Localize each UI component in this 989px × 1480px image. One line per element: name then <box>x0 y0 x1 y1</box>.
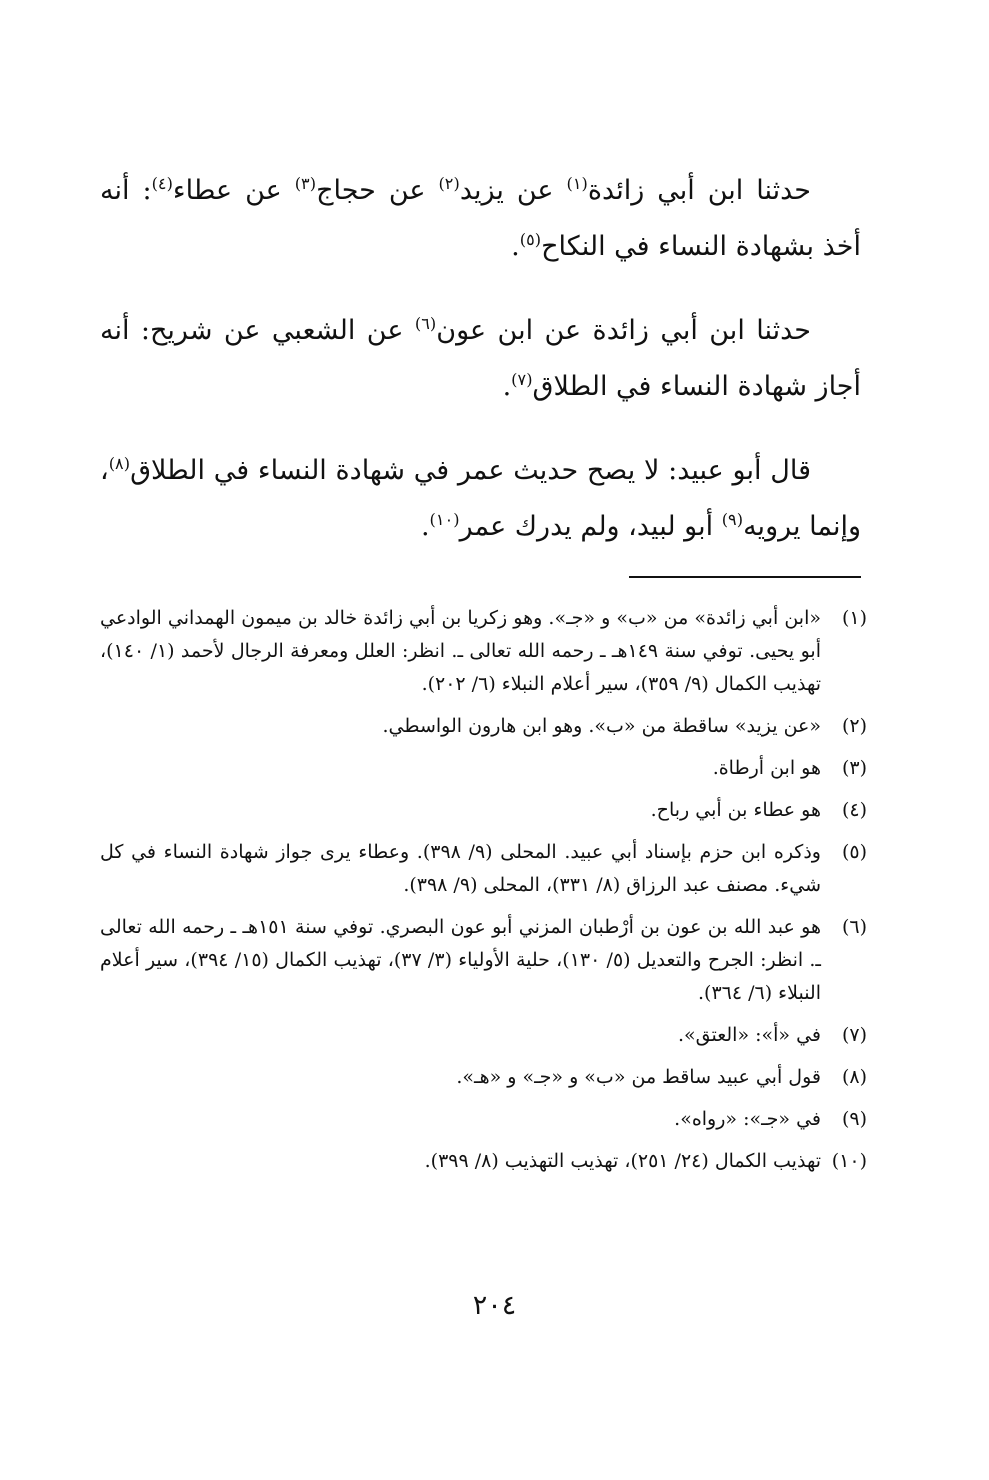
paragraph-1: حدثنا ابن أبي زائدة$^{(١)}$ عن يزيد$^{(٢)}$ عن حجاج$^{(٣)}$ عن عطاء$^{(٤)}$: أنه أخذ بشهادة النساء في النكاح$^{(٥)}$. <box>100 174 861 262</box>
footnote-text: هو عطاء بن أبي رباح. <box>650 799 821 821</box>
footnote <box>100 1145 867 1178</box>
footnote-text: في «جـ»: «رواه». <box>674 1108 821 1130</box>
footnote-number: (٩) <box>841 1108 867 1130</box>
footnote-text: هو عبد الله بن عون بن أرْطبان المزني أبو عون البصري. توفي سنة ١٥١هـ ـ رحمه الله تعالى ـ. انظر: الجرح والتعديل (٥/ ١٣٠)، حلية الأولياء (٣/ ٣٧)، تهذيب الكمال (١٥/ ٣٩٤)، سير أعلام النبلاء (٦/ ٣٦٤). <box>100 916 821 1004</box>
footnote <box>100 794 867 827</box>
page-number: ٢٠٤ <box>472 1290 517 1321</box>
footnote <box>100 752 867 785</box>
footnote <box>100 911 867 1010</box>
footnote-text: وذكره ابن حزم بإسناد أبي عبيد. المحلى (٩/ ٣٩٨). وعطاء يرى جواز شهادة النساء في كل شيء. مصنف عبد الرزاق (٨/ ٣٣١)، المحلى (٩/ ٣٩٨). <box>100 841 821 896</box>
footnote-number: (١) <box>841 607 867 629</box>
footnote-separator <box>629 576 861 578</box>
footnote <box>100 602 867 701</box>
footnote-number: (١٠) <box>831 1150 867 1172</box>
footnote-text: «ابن أبي زائدة» من «ب» و «جـ». وهو زكريا بن أبي زائدة خالد بن ميمون الهمداني الوادعي أبو يحيى. توفي سنة ١٤٩هـ ـ رحمه الله تعالى ـ. انظر: العلل ومعرفة الرجال لأحمد (١/ ١٤٠)، تهذيب الكمال (٩/ ٣٥٩)، سير أعلام النبلاء (٦/ ٢٠٢). <box>100 607 821 695</box>
footnote-text: «عن يزيد» ساقطة من «ب». وهو ابن هارون الواسطي. <box>382 715 821 737</box>
footnote-text: هو ابن أرطاة. <box>712 757 821 779</box>
footnote-text: قول أبي عبيد ساقط من «ب» و «جـ» و «هـ». <box>456 1066 821 1088</box>
footnotes <box>100 602 867 1187</box>
footnote <box>100 836 867 902</box>
footnote <box>100 710 867 743</box>
footnote-number: (٧) <box>841 1024 867 1046</box>
footnote-number: (٢) <box>841 715 867 737</box>
main-text <box>100 163 861 583</box>
paragraph-3: قال أبو عبيد: لا يصح حديث عمر في شهادة النساء في الطلاق$^{(٨)}$، وإنما يرويه$^{(٩)}$ أبو لبيد، ولم يدرك عمر$^{(١٠)}$. <box>100 454 861 542</box>
footnote-text: تهذيب الكمال (٢٤/ ٢٥١)، تهذيب التهذيب (٨/ ٣٩٩). <box>424 1150 821 1172</box>
footnote <box>100 1103 867 1136</box>
footnote-number: (٤) <box>841 799 867 821</box>
paragraph-2: حدثنا ابن أبي زائدة عن ابن عون$^{(٦)}$ عن الشعبي عن شريح: أنه أجاز شهادة النساء في الطلاق$^{(٧)}$. <box>100 314 861 402</box>
footnote-number: (٥) <box>841 841 867 863</box>
footnote-number: (٨) <box>841 1066 867 1088</box>
footnote-number: (٦) <box>841 916 867 938</box>
footnote <box>100 1019 867 1052</box>
footnote <box>100 1061 867 1094</box>
footnote-text: في «أ»: «العتق». <box>677 1024 821 1046</box>
footnote-number: (٣) <box>841 757 867 779</box>
